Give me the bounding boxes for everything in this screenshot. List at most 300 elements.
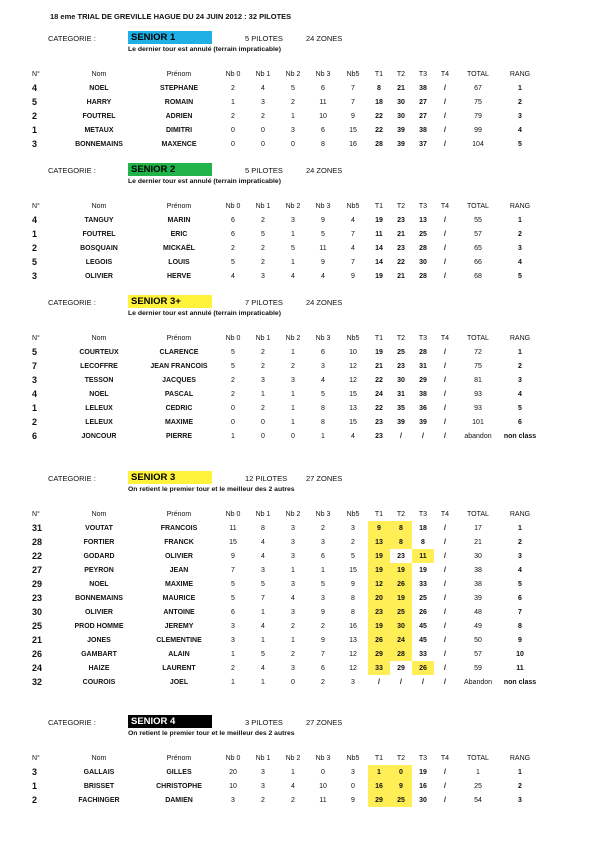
table-cell: GAMBART [81, 650, 117, 658]
table-cell: 4 [261, 552, 265, 560]
column-header: RANG [509, 510, 531, 518]
table-cell: 2 [518, 362, 522, 370]
table-cell: 3 [291, 524, 295, 532]
table-cell: 19 [368, 563, 390, 577]
table-cell: 29 [32, 579, 43, 589]
table-cell: LELEUX [85, 404, 113, 412]
table-cell: 79 [474, 112, 482, 120]
table-cell: 25 [32, 621, 43, 631]
table-cell: 75 [474, 362, 482, 370]
table-cell: 5 [351, 552, 355, 560]
table-cell: 26 [412, 661, 434, 675]
table-cell: 1 [32, 229, 38, 239]
table-cell: / [444, 272, 446, 280]
column-header: N° [32, 510, 40, 518]
column-header: Nb 2 [285, 754, 301, 762]
table-cell: 0 [231, 140, 235, 148]
table-cell: 5 [32, 347, 38, 357]
column-header: T1 [374, 510, 384, 518]
table-cell: MAURICE [162, 594, 196, 602]
table-cell: 22 [375, 126, 383, 134]
table-cell: METAUX [84, 126, 114, 134]
table-cell: 2 [32, 111, 38, 121]
table-cell: ALAIN [168, 650, 190, 658]
table-row [30, 227, 540, 241]
table-cell: 26 [368, 633, 390, 647]
table-cell: 0 [291, 678, 295, 686]
table-cell: 9 [321, 636, 325, 644]
table-cell: 2 [518, 538, 522, 546]
table-cell: 0 [261, 126, 265, 134]
table-cell: 1 [291, 636, 295, 644]
column-header: TOTAL [467, 510, 489, 518]
table-cell: 0 [231, 126, 235, 134]
column-header: N° [32, 754, 40, 762]
table-cell: 4 [291, 782, 295, 790]
table-cell: / [444, 650, 446, 658]
table-cell: 35 [397, 404, 405, 412]
table-cell: 6 [518, 594, 522, 602]
table-cell: 2 [231, 376, 235, 384]
table-cell: 39 [419, 418, 427, 426]
category-header [0, 30, 600, 62]
table-cell: 2 [32, 417, 38, 427]
table-cell: JOEL [169, 678, 189, 686]
table-cell: 13 [419, 216, 427, 224]
column-header: T2 [396, 754, 406, 762]
column-header: Nb5 [346, 754, 360, 762]
table-cell: 11 [375, 230, 383, 238]
table-cell: 23 [368, 605, 390, 619]
table-row [30, 675, 540, 689]
table-cell: 1 [518, 768, 522, 776]
table-cell: 19 [375, 272, 383, 280]
table-cell: / [444, 538, 446, 546]
table-cell: NOEL [89, 390, 109, 398]
table-cell: 4 [518, 390, 522, 398]
table-cell: 10 [319, 112, 327, 120]
column-header: RANG [509, 334, 531, 342]
table-cell: 11 [319, 98, 327, 106]
table-cell: 7 [321, 650, 325, 658]
table-cell: 2 [261, 348, 265, 356]
table-row [30, 521, 540, 535]
table-cell: 28 [419, 244, 427, 252]
table-cell: 4 [261, 622, 265, 630]
table-cell: 9 [321, 258, 325, 266]
table-cell: 8 [321, 404, 325, 412]
table-cell: 29 [368, 793, 390, 807]
page-title: 18 eme TRIAL DE GREVILLE HAGUE DU 24 JUIN 2012 : 32 PILOTES [50, 12, 292, 21]
column-header: Nom [91, 202, 107, 210]
table-cell: 23 [375, 432, 383, 440]
column-header: Nb 0 [225, 510, 241, 518]
table-cell: MAXENCE [161, 140, 197, 148]
table-cell: 12 [349, 664, 357, 672]
table-cell: HARRY [86, 98, 112, 106]
table-cell: 5 [231, 258, 235, 266]
table-cell: JACQUES [162, 376, 196, 384]
table-cell: 1 [231, 98, 235, 106]
table-cell: / [444, 622, 446, 630]
category-header [0, 162, 600, 194]
table-cell: 2 [291, 650, 295, 658]
table-cell: 93 [474, 390, 482, 398]
zone-count: 24 ZONES [306, 34, 343, 43]
table-cell: 25 [390, 605, 412, 619]
table-cell: 19 [368, 619, 390, 633]
table-cell: 68 [474, 272, 482, 280]
table-cell: 59 [474, 664, 482, 672]
table-cell: 9 [231, 552, 235, 560]
table-cell: PIERRE [165, 432, 193, 440]
table-cell: 3 [261, 566, 265, 574]
column-header: Nb 2 [285, 70, 301, 78]
table-cell: 2 [231, 112, 235, 120]
table-cell: 30 [419, 258, 427, 266]
table-row [30, 213, 540, 227]
table-cell: / [422, 678, 424, 686]
table-cell: 4 [518, 258, 522, 266]
table-cell: 38 [474, 566, 482, 574]
column-header: T1 [374, 754, 384, 762]
table-cell: 1 [321, 566, 325, 574]
table-cell: 5 [32, 97, 38, 107]
table-cell: 2 [261, 404, 265, 412]
table-cell: 9 [351, 580, 355, 588]
pilot-count: 5 PILOTES [245, 166, 283, 175]
category-name-badge: SENIOR 3+ [128, 295, 212, 308]
table-cell: 5 [231, 362, 235, 370]
table-cell: / [444, 390, 446, 398]
table-cell: / [444, 796, 446, 804]
table-cell: 0 [291, 140, 295, 148]
table-header-row [30, 67, 540, 81]
table-cell: 4 [261, 84, 265, 92]
table-cell: 13 [349, 404, 357, 412]
table-cell: 5 [261, 650, 265, 658]
table-cell: 3 [351, 524, 355, 532]
table-cell: 9 [351, 796, 355, 804]
table-cell: DIMITRI [165, 126, 193, 134]
table-cell: 1 [261, 678, 265, 686]
table-cell: 28 [375, 140, 383, 148]
table-cell: 8 [518, 622, 522, 630]
table-cell: GODARD [83, 552, 115, 560]
column-header: N° [32, 70, 40, 78]
table-cell: 101 [472, 418, 484, 426]
table-cell: LOUIS [168, 258, 190, 266]
column-header: Nom [91, 334, 107, 342]
table-cell: FACHINGER [78, 796, 120, 804]
table-cell: 24 [390, 633, 412, 647]
table-cell: 2 [261, 362, 265, 370]
table-cell: 23 [397, 244, 405, 252]
table-cell: 12 [368, 577, 390, 591]
table-cell: BONNEMAINS [75, 140, 123, 148]
table-cell: 4 [231, 272, 235, 280]
table-cell: 2 [261, 216, 265, 224]
table-cell: 3 [231, 796, 235, 804]
column-header: T2 [396, 202, 406, 210]
table-cell: 8 [261, 524, 265, 532]
table-cell: 28 [419, 348, 427, 356]
table-cell: 6 [231, 216, 235, 224]
table-cell: 2 [291, 98, 295, 106]
table-cell: 18 [375, 98, 383, 106]
table-cell: HAIZE [88, 664, 110, 672]
table-cell: 38 [419, 84, 427, 92]
table-cell: 3 [32, 375, 38, 385]
table-cell: 6 [321, 552, 325, 560]
table-cell: 57 [474, 230, 482, 238]
table-row [30, 535, 540, 549]
table-row [30, 387, 540, 401]
column-header: T3 [418, 70, 428, 78]
table-cell: 0 [351, 782, 355, 790]
table-cell: 3 [518, 796, 522, 804]
column-header: Nb5 [346, 70, 360, 78]
table-cell: 1 [291, 566, 295, 574]
table-cell: OLIVIER [164, 552, 193, 560]
table-cell: 1 [476, 768, 480, 776]
pilot-count: 3 PILOTES [245, 718, 283, 727]
table-cell: 54 [474, 796, 482, 804]
column-header: Nb 2 [285, 334, 301, 342]
table-cell: 21 [474, 538, 482, 546]
table-cell: / [444, 376, 446, 384]
table-cell: 55 [474, 216, 482, 224]
table-cell: / [444, 362, 446, 370]
table-cell: NOEL [89, 84, 109, 92]
table-row [30, 577, 540, 591]
table-cell: FOUTREL [82, 112, 116, 120]
table-cell: 5 [321, 580, 325, 588]
table-cell: 1 [261, 608, 265, 616]
table-cell: 1 [231, 650, 235, 658]
column-header: T2 [396, 510, 406, 518]
column-header: Nom [91, 510, 107, 518]
table-cell: 10 [229, 782, 237, 790]
table-cell: 39 [474, 594, 482, 602]
table-cell: 5 [291, 84, 295, 92]
column-header: Prénom [166, 510, 192, 518]
table-cell: 15 [349, 418, 357, 426]
column-header: Nb 0 [225, 754, 241, 762]
pilot-count: 7 PILOTES [245, 298, 283, 307]
category-note: On retient le premier tour et le meilleur des 2 autres [128, 486, 295, 493]
table-cell: / [444, 524, 446, 532]
table-row [30, 95, 540, 109]
table-cell: 3 [261, 768, 265, 776]
table-row [30, 401, 540, 415]
table-cell: 30 [397, 98, 405, 106]
table-cell: 38 [474, 580, 482, 588]
table-cell: 8 [390, 535, 412, 549]
table-cell: BOSQUAIN [80, 244, 118, 252]
table-cell: CLEMENTINE [156, 636, 202, 644]
table-cell: 45 [419, 636, 427, 644]
table-row [30, 619, 540, 633]
table-cell: 2 [261, 258, 265, 266]
table-cell: 2 [291, 796, 295, 804]
table-cell: 32 [32, 677, 43, 687]
table-cell: 27 [419, 112, 427, 120]
table-cell: 9 [321, 608, 325, 616]
table-cell: 6 [321, 348, 325, 356]
table-cell: 7 [351, 84, 355, 92]
table-cell: 9 [390, 779, 412, 793]
table-cell: 3 [291, 216, 295, 224]
table-cell: 26 [419, 608, 427, 616]
table-cell: 4 [291, 272, 295, 280]
table-cell: 0 [231, 404, 235, 412]
table-cell: non class [503, 432, 537, 440]
table-cell: 0 [231, 418, 235, 426]
table-cell: 31 [397, 390, 405, 398]
table-cell: 30 [397, 376, 405, 384]
pilot-count: 5 PILOTES [245, 34, 283, 43]
table-row [30, 549, 540, 563]
table-cell: 14 [375, 244, 383, 252]
table-cell: 4 [32, 389, 38, 399]
column-header: Nb 0 [225, 334, 241, 342]
results-table [30, 331, 540, 443]
column-header: T3 [418, 510, 428, 518]
table-cell: 2 [231, 390, 235, 398]
table-cell: 2 [518, 782, 522, 790]
table-cell: 24 [32, 663, 43, 673]
table-cell: ANTOINE [163, 608, 195, 616]
table-cell: 1 [291, 258, 295, 266]
category-label: CATEGORIE : [48, 166, 96, 175]
table-cell: 7 [32, 361, 38, 371]
table-cell: 4 [32, 215, 38, 225]
table-cell: 4 [291, 594, 295, 602]
results-table [30, 199, 540, 283]
table-cell: / [444, 404, 446, 412]
table-cell: 23 [397, 552, 405, 560]
table-cell: 9 [321, 216, 325, 224]
table-cell: 6 [231, 608, 235, 616]
table-cell: 30 [32, 607, 43, 617]
table-cell: LAURENT [162, 664, 196, 672]
table-cell: 30 [390, 619, 412, 633]
table-cell: 31 [419, 362, 427, 370]
table-cell: 2 [518, 98, 522, 106]
table-cell: 4 [351, 432, 355, 440]
table-row [30, 123, 540, 137]
zone-count: 27 ZONES [306, 474, 343, 483]
table-cell: 23 [375, 418, 383, 426]
table-cell: OLIVIER [84, 272, 113, 280]
column-header: Prénom [166, 334, 192, 342]
zone-count: 27 ZONES [306, 718, 343, 727]
table-cell: 16 [419, 782, 427, 790]
category-header [0, 470, 600, 502]
results-table [30, 507, 540, 689]
table-cell: 36 [419, 404, 427, 412]
table-cell: 8 [321, 140, 325, 148]
column-header: Nb 1 [255, 754, 271, 762]
table-cell: 9 [351, 272, 355, 280]
column-header: TOTAL [467, 754, 489, 762]
table-cell: 1 [291, 230, 295, 238]
table-cell: COURTEUX [79, 348, 119, 356]
table-cell: 8 [351, 608, 355, 616]
table-cell: MAXIME [165, 580, 193, 588]
table-cell: HERVE [167, 272, 191, 280]
column-header: Prénom [166, 202, 192, 210]
table-cell: 72 [474, 348, 482, 356]
table-cell: / [444, 98, 446, 106]
column-header: Nb 2 [285, 510, 301, 518]
table-cell: 7 [351, 230, 355, 238]
column-header: Nb 3 [315, 334, 331, 342]
table-cell: 2 [351, 538, 355, 546]
table-cell: 3 [261, 98, 265, 106]
table-row [30, 563, 540, 577]
table-cell: 22 [375, 404, 383, 412]
table-row [30, 779, 540, 793]
table-cell: 2 [261, 112, 265, 120]
table-cell: 20 [229, 768, 237, 776]
table-cell: / [444, 432, 446, 440]
table-cell: 22 [375, 112, 383, 120]
table-cell: 50 [474, 636, 482, 644]
table-cell: JEAN FRANCOIS [150, 362, 208, 370]
table-cell: TESSON [84, 376, 114, 384]
table-header-row [30, 507, 540, 521]
table-cell: / [444, 84, 446, 92]
table-cell: JONCOUR [81, 432, 117, 440]
column-header: T3 [418, 334, 428, 342]
table-cell: 75 [474, 98, 482, 106]
table-row [30, 765, 540, 779]
table-cell: / [444, 608, 446, 616]
table-cell: 0 [261, 140, 265, 148]
table-row [30, 109, 540, 123]
table-cell: 3 [231, 636, 235, 644]
table-cell: 3 [231, 622, 235, 630]
table-cell: 3 [351, 768, 355, 776]
table-cell: 31 [32, 523, 43, 533]
table-cell: / [444, 768, 446, 776]
column-header: T4 [440, 202, 450, 210]
table-cell: 1 [518, 216, 522, 224]
table-cell: 19 [375, 348, 383, 356]
table-cell: 6 [231, 230, 235, 238]
table-row [30, 591, 540, 605]
column-header: Nb 1 [255, 334, 271, 342]
table-cell: 1 [32, 125, 38, 135]
table-cell: 21 [397, 84, 405, 92]
table-cell: 1 [231, 678, 235, 686]
column-header: Nb 0 [225, 70, 241, 78]
table-cell: / [444, 594, 446, 602]
column-header: Nb5 [346, 510, 360, 518]
table-cell: 57 [474, 650, 482, 658]
table-cell: 0 [291, 432, 295, 440]
table-cell: / [378, 678, 380, 686]
table-cell: 1 [518, 348, 522, 356]
table-row [30, 373, 540, 387]
table-cell: 1 [291, 112, 295, 120]
column-header: Nb 1 [255, 510, 271, 518]
table-cell: 21 [397, 272, 405, 280]
column-header: Nb 1 [255, 202, 271, 210]
column-header: Nb 3 [315, 202, 331, 210]
